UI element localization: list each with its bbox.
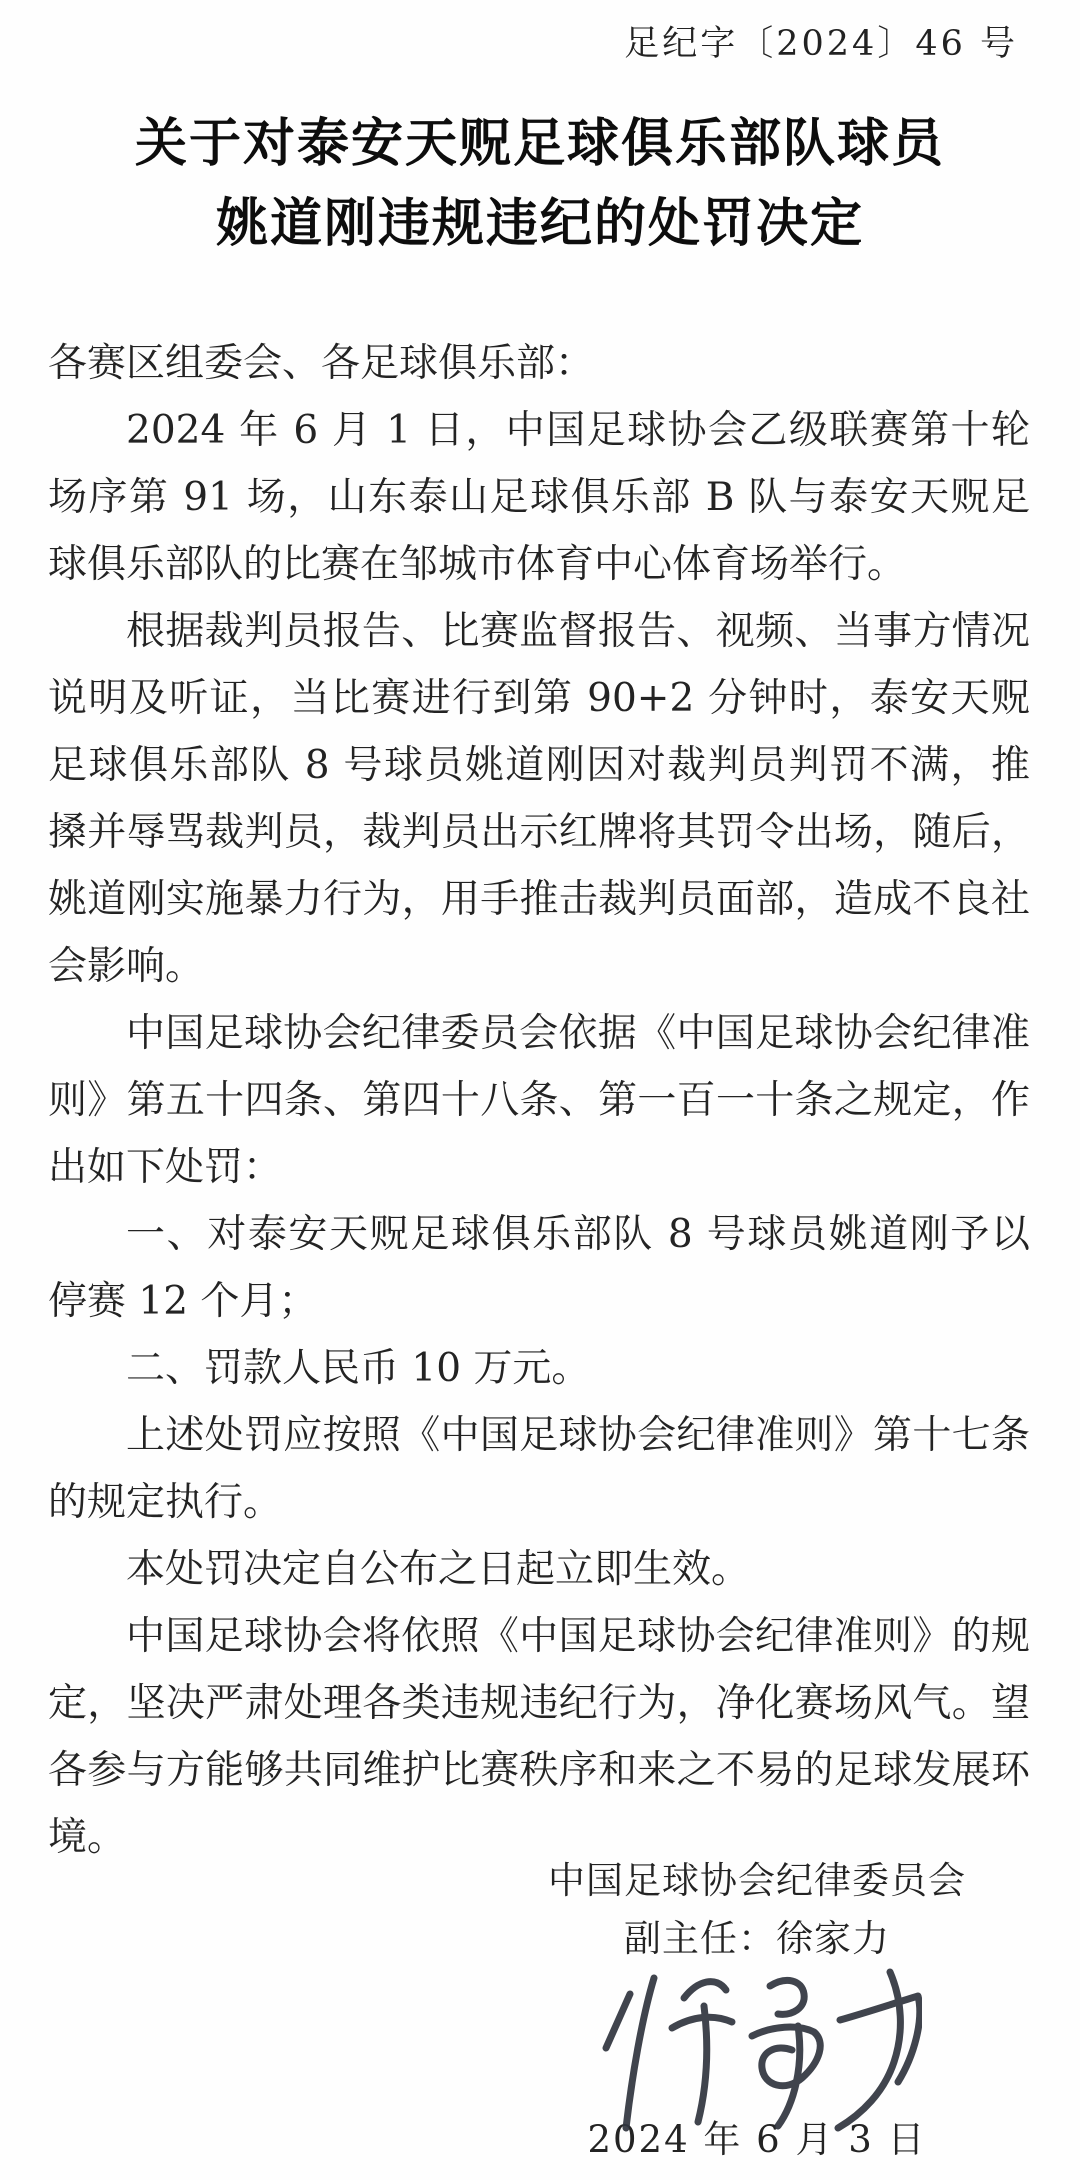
signature-signer: 副主任：徐家力: [624, 1917, 890, 1960]
title-line-2: 姚道刚违规违纪的处罚决定: [215, 193, 864, 254]
paragraph-penalty-1: 一、对泰安天贶足球俱乐部队 8 号球员姚道刚予以停赛 12 个月；: [48, 1212, 1030, 1324]
signature-block: [497, 1852, 1017, 2169]
document-title: [40, 104, 1040, 264]
paragraph-effective: 本处罚决定自公布之日起立即生效。: [126, 1547, 751, 1592]
doc-number: 足纪字〔2024〕46 号: [624, 24, 1018, 64]
paragraph-execution: 上述处罚应按照《中国足球协会纪律准则》第十七条的规定执行。: [48, 1413, 1030, 1525]
signature-org: 中国足球协会纪律委员会: [548, 1859, 966, 1902]
handwritten-signature: [592, 1964, 922, 2139]
salutation: 各赛区组委会、各足球俱乐部：: [48, 341, 595, 386]
document-body: [48, 330, 1030, 1871]
signature-date: 2024 年 6 月 3 日: [587, 2118, 927, 2161]
paragraph-penalty-2: 二、罚款人民币 10 万元。: [126, 1346, 591, 1391]
paragraph-match-info: 2024 年 6 月 1 日，中国足球协会乙级联赛第十轮场序第 91 场，山东泰山足球俱乐部 B 队与泰安天贶足球俱乐部队的比赛在邹城市体育中心体育场举行。: [48, 408, 1030, 587]
paragraph-legal-basis: 中国足球协会纪律委员会依据《中国足球协会纪律准则》第五十四条、第四十八条、第一百一十条之规定，作出如下处罚：: [48, 1011, 1030, 1190]
title-line-1: 关于对泰安天贶足球俱乐部队球员: [134, 113, 945, 174]
paragraph-incident: 根据裁判员报告、比赛监督报告、视频、当事方情况说明及听证，当比赛进行到第 90+2 分钟时，泰安天贶足球俱乐部队 8 号球员姚道刚因对裁判员判罚不满，推搡并辱骂裁判员，裁判员出示红牌将其罚令出场，随后，姚道刚实施暴力行为，用手推击裁判员面部，造成不良社会影响。: [48, 609, 1030, 989]
paragraph-closing: 中国足球协会将依照《中国足球协会纪律准则》的规定，坚决严肃处理各类违规违纪行为，净化赛场风气。望各参与方能够共同维护比赛秩序和来之不易的足球发展环境。: [48, 1614, 1030, 1860]
